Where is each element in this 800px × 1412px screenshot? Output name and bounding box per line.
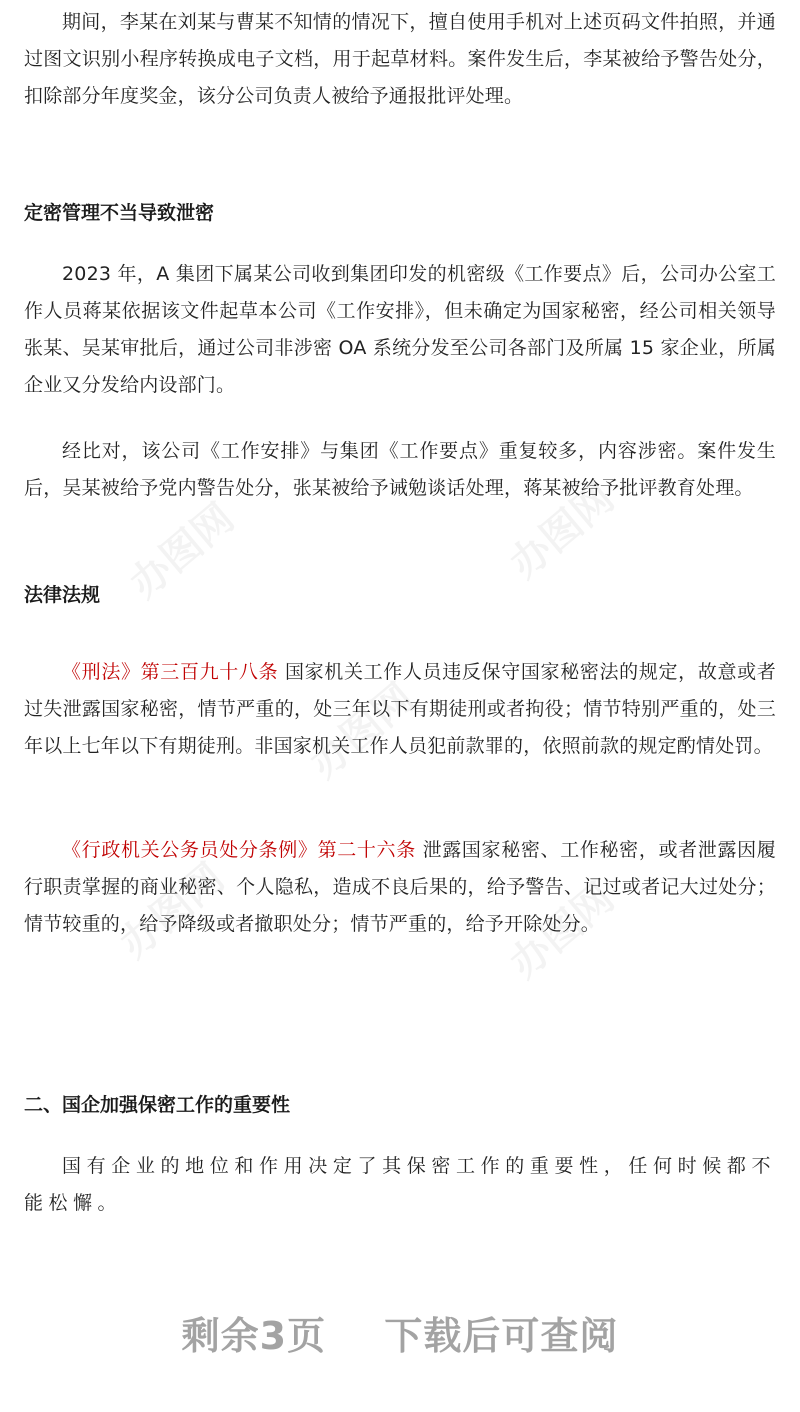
download-prompt[interactable]: [0, 1305, 800, 1360]
laws-heading: 法律法规: [24, 584, 101, 606]
remaining-pages-label: 剩余3页: [181, 1314, 327, 1358]
case-paragraph: 2023 年，A 集团下属某公司收到集团印发的机密级《工作要点》后，公司办公室工作人员蒋某依据该文件起草本公司《工作安排》，但未确定为国家秘密，经公司相关领导张某、吴某审批后，通过公司非涉密 OA 系统分发至公司各部门及所属 15 家企业，所属企业又分发给内设部门。: [24, 263, 776, 396]
section-heading: 二、国企加强保密工作的重要性: [24, 1094, 291, 1116]
case-heading: 定密管理不当导致泄密: [24, 202, 215, 224]
intro-paragraph: 期间，李某在刘某与曹某不知情的情况下，擅自使用手机对上述页码文件拍照，并通过图文识别小程序转换成电子文档，用于起草材料。案件发生后，李某被给予警告处分，扣除部分年度奖金，该分公司负责人被给予通报批评处理。: [24, 11, 776, 107]
case-result-paragraph: 经比对，该公司《工作安排》与集团《工作要点》重复较多，内容涉密。案件发生后，吴某被给予党内警告处分，张某被给予诫勉谈话处理，蒋某被给予批评教育处理。: [24, 440, 776, 499]
law-citation: 《行政机关公务员处分条例》第二十六条: [62, 839, 416, 861]
section-paragraph: 国有企业的地位和作用决定了其保密工作的重要性，任何时候都不能松懈。: [24, 1155, 776, 1214]
law-civil-servant-paragraph: [24, 832, 776, 943]
law-criminal-paragraph: [24, 654, 776, 765]
download-to-view-label: 下载后可查阅: [384, 1314, 619, 1358]
law-text: 泄露国家秘密、工作秘密，或者泄露因履行职责掌握的商业秘密、个人隐私，造成不良后果的，给予警告、记过或者记大过处分；情节较重的，给予降级或者撤职处分；情节严重的，给予开除处分。: [24, 839, 776, 935]
law-citation: 《刑法》第三百九十八条: [62, 661, 279, 683]
law-text: 国家机关工作人员违反保守国家秘密法的规定，故意或者过失泄露国家秘密，情节严重的，处三年以下有期徒刑或者拘役；情节特别严重的，处三年以上七年以下有期徒刑。非国家机关工作人员犯前款罪的，依照前款的规定酌情处罚。: [24, 661, 776, 757]
